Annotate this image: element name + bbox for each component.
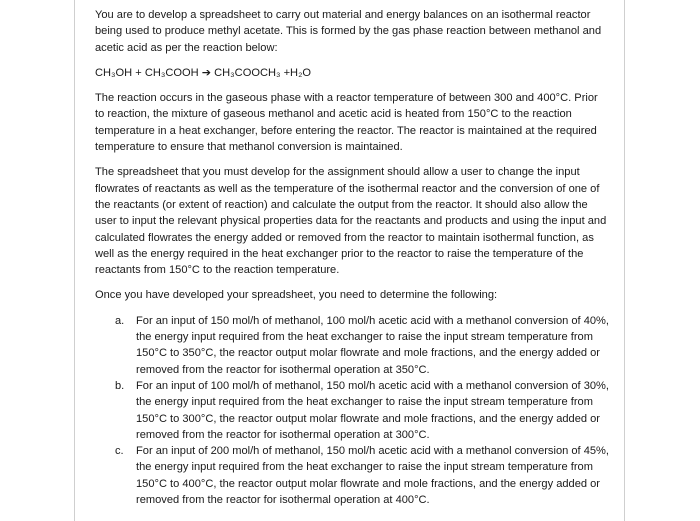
question-item-b bbox=[95, 378, 610, 443]
reaction-arrow-icon: ➔ bbox=[201, 66, 212, 79]
conditions-paragraph: The reaction occurs in the gaseous phase with a reactor temperature of between 300 and 400°C. Prior to reaction, the mixture of gaseous methanol and acetic acid is heated from 150°C to the reaction temperature in a heat exchanger, before entering the reactor. The reactor is maintained at the required temperature to ensure that methanol conversion is maintained. bbox=[95, 92, 598, 154]
spreadsheet-paragraph: The spreadsheet that you must develop for the assignment should allow a user to change the input flowrates of reactants as well as the temperature of the isothermal reactor and the conversion of one of the reactants (or extent of reaction) and calculate the output from the reactor. It should also allow the user to input the relevant physical properties data for the reactants and products and using the input and calculated flowrates the energy added or removed from the reactor to maintain isothermal function, as well as the energy required in the heat exchanger prior to the reactor to raise the temperature of the reactants from 150°C to the reaction temperature. bbox=[95, 166, 607, 277]
intro-paragraph: You are to develop a spreadsheet to carry out material and energy balances on an isothermal reactor being used to produce methyl acetate. This is formed by the gas phase reaction between methanol and acetic acid as per the reaction below: bbox=[95, 9, 602, 54]
question-text: For an input of 200 mol/h of methanol, 150 mol/h acetic acid with a methanol conversion of 45%, the energy input required from the heat exchanger to raise the input stream temperature from 150°C to 400°C, the reactor output molar flowrate and mole fractions, and the energy added or removed from the reactor for isothermal operation at 400°C. bbox=[136, 445, 609, 507]
question-marker: c. bbox=[115, 445, 124, 458]
page-border-left bbox=[74, 0, 75, 521]
question-marker: a. bbox=[115, 314, 125, 327]
reaction-equation bbox=[95, 65, 610, 81]
page-border-right bbox=[624, 0, 625, 521]
question-marker: b. bbox=[115, 379, 125, 392]
question-list bbox=[95, 313, 610, 509]
question-text: For an input of 100 mol/h of methanol, 150 mol/h acetic acid with a methanol conversion of 30%, the energy input required from the heat exchanger to raise the input stream temperature from 150°C to 300°C, the reactor output molar flowrate and mole fractions, and the energy added or removed from the reactor for isothermal operation at 300°C. bbox=[136, 379, 609, 441]
determine-paragraph: Once you have developed your spreadsheet, you need to determine the following: bbox=[95, 289, 498, 302]
reaction-reactants: CH₃OH + CH₃COOH bbox=[95, 66, 199, 79]
assignment-document bbox=[95, 7, 610, 508]
question-item-a bbox=[95, 313, 610, 378]
reaction-products: CH₃COOCH₃ +H₂O bbox=[214, 66, 311, 79]
question-text: For an input of 150 mol/h of methanol, 100 mol/h acetic acid with a methanol conversion of 40%, the energy input required from the heat exchanger to raise the input stream temperature from 150°C to 350°C, the reactor output molar flowrate and mole fractions, and the energy added or removed from the reactor for isothermal operation at 350°C. bbox=[136, 314, 609, 376]
question-item-c bbox=[95, 443, 610, 508]
